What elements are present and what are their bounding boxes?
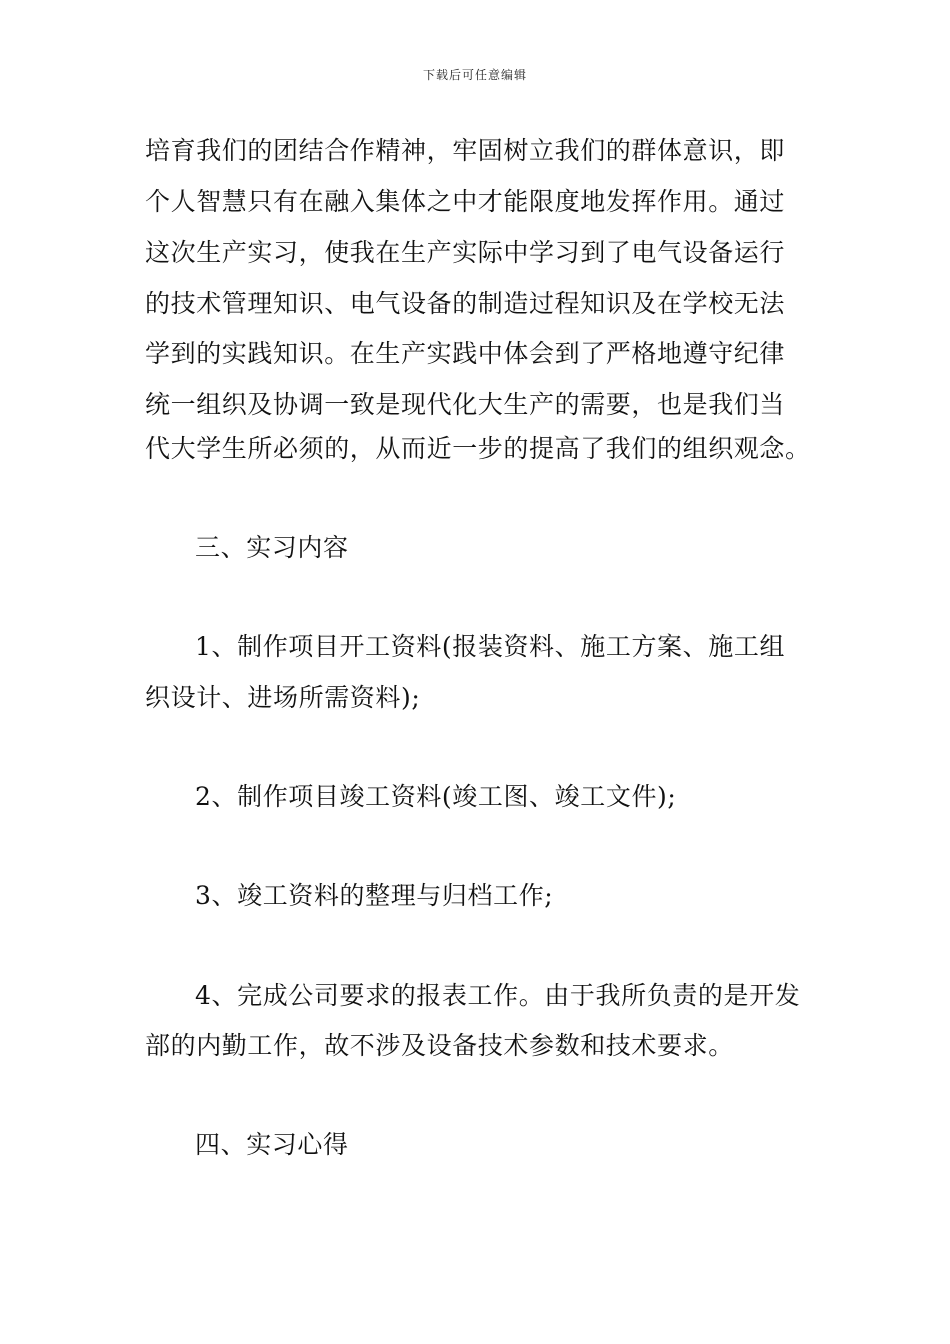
section-heading-4: 四、实习心得 (195, 1130, 349, 1159)
paragraph-line: 统一组织及协调一致是现代化大生产的需要，也是我们当 (145, 390, 786, 419)
paragraph-line: 个人智慧只有在融入集体之中才能限度地发挥作用。通过 (145, 187, 786, 216)
section-heading-3: 三、实习内容 (195, 533, 349, 562)
list-item-line: 部的内勤工作，故不涉及设备技术参数和技术要求。 (145, 1031, 734, 1060)
list-item-line: 4、完成公司要求的报表工作。由于我所负责的是开发 (195, 981, 801, 1010)
paragraph-line: 代大学生所必须的，从而近一步的提高了我们的组织观念。 (145, 434, 811, 463)
paragraph-line: 的技术管理知识、电气设备的制造过程知识及在学校无法 (145, 289, 786, 318)
list-item-line: 织设计、进场所需资料); (145, 683, 421, 712)
paragraph-line: 学到的实践知识。在生产实践中体会到了严格地遵守纪律 (145, 339, 786, 368)
list-item-line: 1、制作项目开工资料(报装资料、施工方案、施工组 (195, 632, 786, 661)
list-item-3: 3、竣工资料的整理与归档工作; (195, 881, 554, 910)
paragraph-line: 培育我们的团结合作精神，牢固树立我们的群体意识，即 (145, 136, 786, 165)
list-item-2: 2、制作项目竣工资料(竣工图、竣工文件); (195, 782, 677, 811)
header-note: 下载后可任意编辑 (422, 68, 527, 82)
paragraph-line: 这次生产实习，使我在生产实际中学习到了电气设备运行 (145, 238, 786, 267)
